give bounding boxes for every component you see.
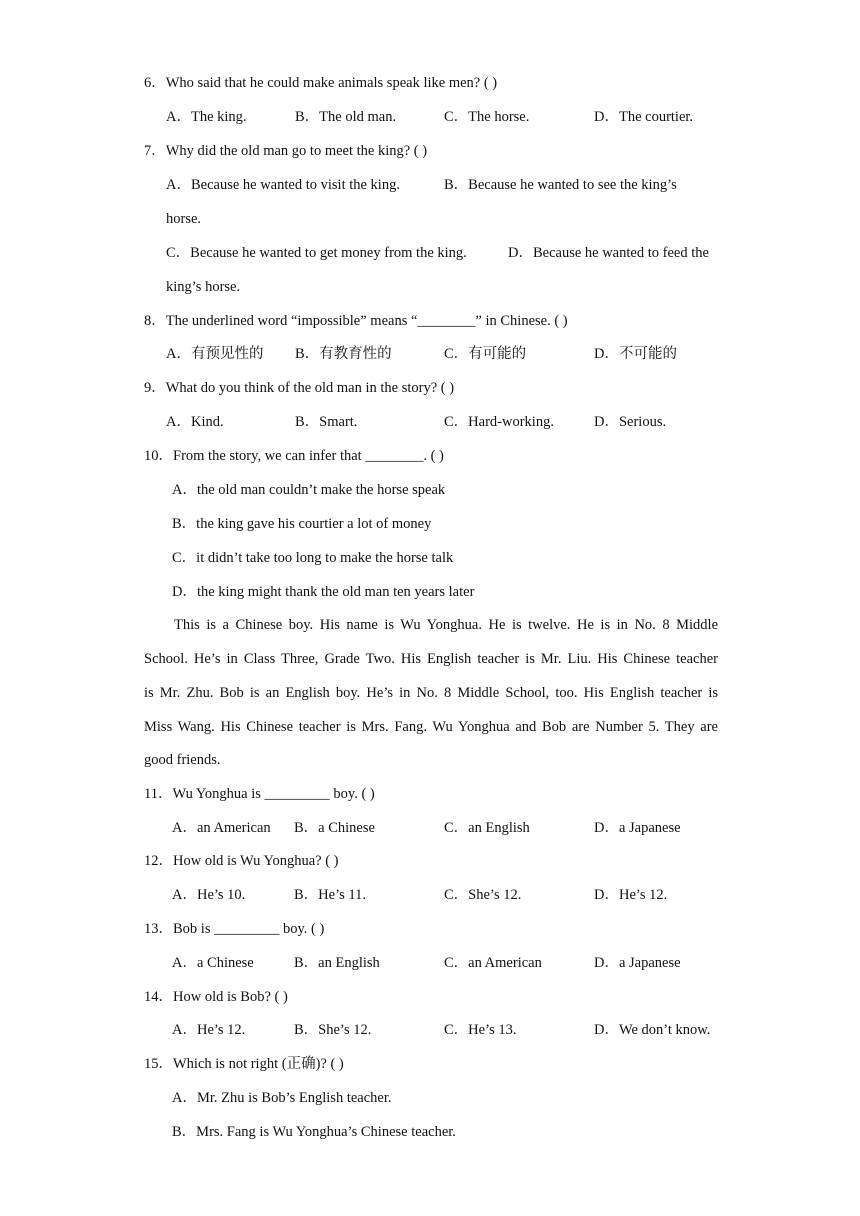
option-8d: D．不可能的	[594, 346, 677, 362]
option-8b: B．有教育性的	[295, 346, 392, 362]
option-7d-cont: king’s horse.	[166, 279, 241, 295]
option-11c: C．an English	[444, 820, 530, 836]
question-10: 10．From the story, we can infer that ________. ( )	[144, 448, 444, 464]
question-6: 6．Who said that he could make animals speak like men? ( )	[144, 75, 498, 91]
option-8c: C．有可能的	[444, 346, 527, 362]
question-12: 12．How old is Wu Yonghua? ( )	[144, 853, 339, 869]
question-7: 7．Why did the old man go to meet the king? ( )	[144, 143, 428, 159]
question-11: 11．Wu Yonghua is _________ boy. ( )	[144, 786, 375, 802]
option-11b: B．a Chinese	[294, 820, 375, 836]
passage-line-2: School. He’s in Class Three, Grade Two. His English teacher is Mr. Liu. His Chinese teacher	[144, 651, 718, 667]
option-13c: C．an American	[444, 955, 542, 971]
option-11a: A．an American	[172, 820, 271, 836]
option-10b: B．the king gave his courtier a lot of money	[172, 516, 432, 532]
question-14: 14．How old is Bob? ( )	[144, 989, 288, 1005]
option-6d: D．The courtier.	[594, 109, 694, 125]
passage-line-4: Miss Wang. His Chinese teacher is Mrs. Fang. Wu Yonghua and Bob are Number 5. They are	[144, 719, 718, 735]
option-6a: A．The king.	[166, 109, 247, 125]
option-13b: B．an English	[294, 955, 380, 971]
option-9a: A．Kind.	[166, 414, 224, 430]
passage-line-5: good friends.	[144, 752, 221, 768]
option-12d: D．He’s 12.	[594, 887, 668, 903]
option-14d: D．We don’t know.	[594, 1022, 711, 1038]
option-13a: A．a Chinese	[172, 955, 254, 971]
option-10a: A．the old man couldn’t make the horse speak	[172, 482, 446, 498]
passage-line-3: is Mr. Zhu. Bob is an English boy. He’s in No. 8 Middle School, too. His English teacher is	[144, 685, 718, 701]
option-7c: C．Because he wanted to get money from the king.	[166, 245, 467, 261]
option-7b: B．Because he wanted to see the king’s	[444, 177, 677, 193]
option-14a: A．He’s 12.	[172, 1022, 246, 1038]
option-13d: D．a Japanese	[594, 955, 681, 971]
option-7a: A．Because he wanted to visit the king.	[166, 177, 400, 193]
option-6b: B．The old man.	[295, 109, 397, 125]
option-14b: B．She’s 12.	[294, 1022, 372, 1038]
question-13: 13．Bob is _________ boy. ( )	[144, 921, 325, 937]
option-12c: C．She’s 12.	[444, 887, 522, 903]
option-9d: D．Serious.	[594, 414, 667, 430]
option-7b-cont: horse.	[166, 211, 202, 227]
option-15a: A．Mr. Zhu is Bob’s English teacher.	[172, 1090, 392, 1106]
passage-line-1: This is a Chinese boy. His name is Wu Yonghua. He is twelve. He is in No. 8 Middle	[174, 617, 718, 633]
option-12b: B．He’s 11.	[294, 887, 366, 903]
option-15b: B．Mrs. Fang is Wu Yonghua’s Chinese teacher.	[172, 1124, 456, 1140]
question-8: 8．The underlined word “impossible” means “________” in Chinese. ( )	[144, 313, 568, 329]
option-10d: D．the king might thank the old man ten years later	[172, 584, 475, 600]
option-14c: C．He’s 13.	[444, 1022, 517, 1038]
option-6c: C．The horse.	[444, 109, 530, 125]
option-7d: D．Because he wanted to feed the	[508, 245, 709, 261]
option-12a: A．He’s 10.	[172, 887, 246, 903]
option-9c: C．Hard-working.	[444, 414, 554, 430]
question-15: 15．Which is not right (正确)? ( )	[144, 1056, 344, 1072]
option-9b: B．Smart.	[295, 414, 358, 430]
question-9: 9．What do you think of the old man in the story? ( )	[144, 380, 455, 396]
option-8a: A．有预见性的	[166, 346, 264, 362]
option-10c: C．it didn’t take too long to make the horse talk	[172, 550, 454, 566]
option-11d: D．a Japanese	[594, 820, 681, 836]
